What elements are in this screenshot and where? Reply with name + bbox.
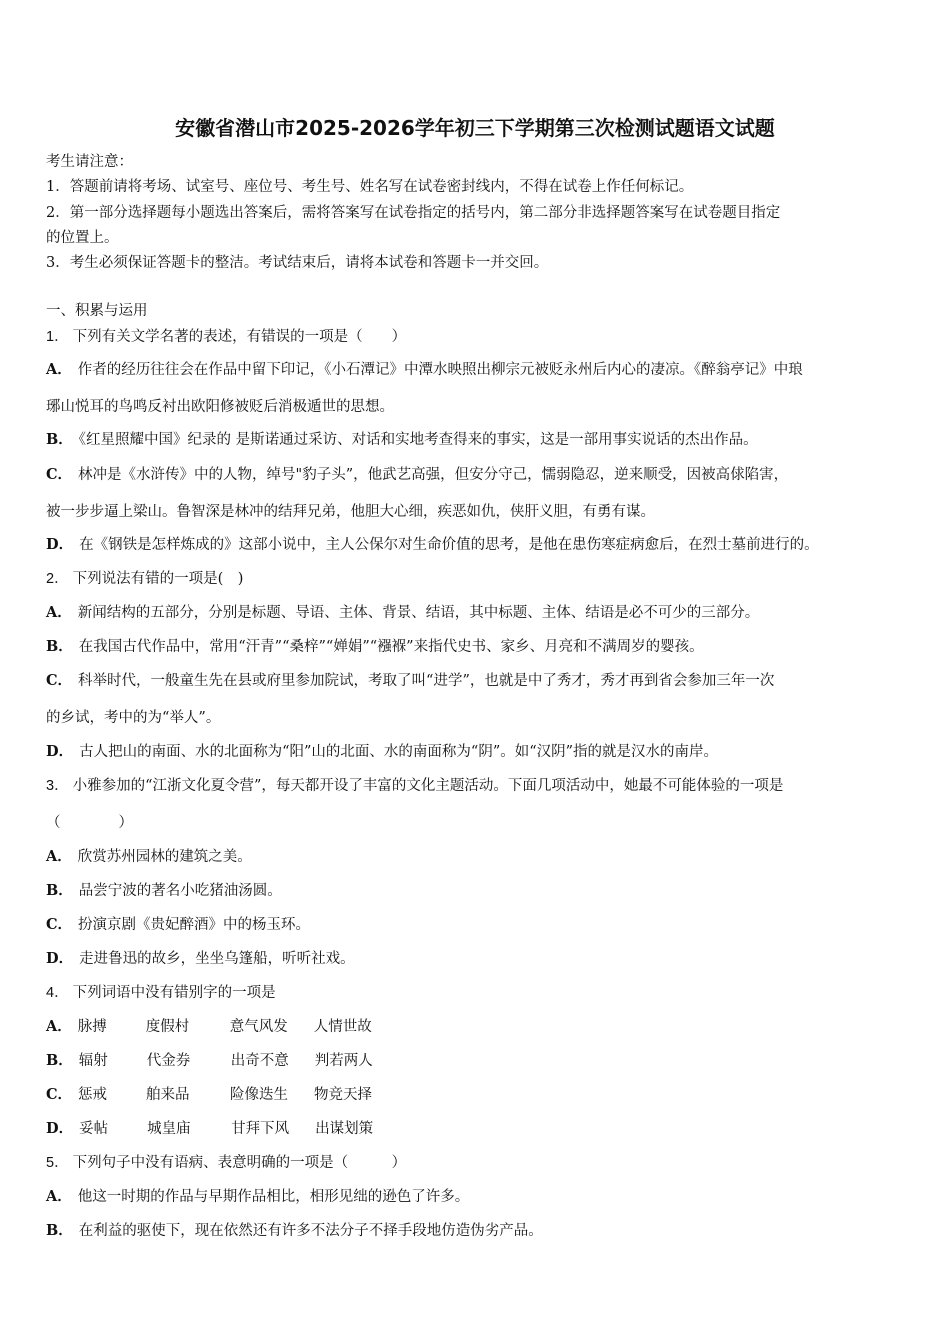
question-number: 2． — [46, 571, 69, 587]
option-letter: D． — [46, 536, 74, 553]
q3-option-d — [46, 949, 355, 969]
option-text: 在《钢铁是怎样炼成的》这部小说中，主人公保尔对生命价值的思考，是他在患伤寒症病愈后，在烈士墓前进行的。 — [79, 537, 819, 553]
option-text: 走进鲁迅的故乡，坐坐乌篷船，听听社戏。 — [79, 951, 355, 967]
word: 判若两人 — [314, 1053, 373, 1069]
word: 度假村 — [145, 1019, 190, 1035]
option-text: 在我国古代作品中，常用“汗青”“桑梓”“婵娟”“襁褓”来指代史书、家乡、月亮和不满周岁的婴孩。 — [78, 639, 704, 655]
notice-item-2-cont: 的位置上。 — [46, 230, 119, 246]
section-heading: 一、积累与运用 — [46, 303, 148, 319]
q1-option-c — [46, 465, 788, 485]
option-letter: A． — [46, 848, 72, 865]
question-5 — [46, 1153, 406, 1173]
option-text: 《红星照耀中国》纪录的 是斯诺通过采访、对话和实地考查得来的事实，这是一部用事实说话的杰出作品。 — [78, 432, 758, 448]
question-number: 3． — [46, 778, 69, 794]
word: 脉搏 — [77, 1019, 107, 1035]
option-letter: D． — [46, 743, 74, 760]
word: 物竞天择 — [314, 1087, 373, 1103]
option-letter: A． — [46, 604, 72, 621]
q1-option-b — [46, 430, 758, 450]
answer-paren: （ ） — [46, 815, 133, 831]
question-number: 1． — [46, 329, 69, 345]
word: 代金券 — [146, 1053, 191, 1069]
option-text: 扮演京剧《贵妃醉酒》中的杨玉环。 — [78, 917, 311, 933]
word: 人情世故 — [313, 1019, 372, 1035]
q1-option-d — [46, 535, 819, 555]
q2-option-c — [46, 671, 774, 691]
option-letter: A． — [46, 1018, 72, 1035]
word: 妥帖 — [79, 1121, 109, 1137]
q1-option-c-cont: 被一步步逼上梁山。鲁智深是林冲的结拜兄弟，他胆大心细，疾恶如仇，侠肝义胆，有勇有谋。 — [46, 504, 655, 520]
q2-option-d — [46, 742, 718, 762]
option-text: 古人把山的南面、水的北面称为“阳”山的北面、水的南面称为“阴”。如“汉阴”指的就是汉水的南岸。 — [79, 744, 719, 760]
q1-option-a — [46, 360, 803, 380]
question-2 — [46, 569, 243, 589]
option-letter: D． — [46, 950, 74, 967]
word: 城皇庙 — [147, 1121, 191, 1137]
option-text: 在利益的驱使下，现在依然还有许多不法分子不择手段地仿造伪劣产品。 — [78, 1223, 543, 1239]
q3-option-a — [46, 847, 252, 867]
notice-item-2: 2．第一部分选择题每小题选出答案后，需将答案写在试卷指定的括号内，第二部分非选择题答案写在试卷题目指定 — [46, 205, 781, 221]
q4-option-a — [46, 1017, 372, 1037]
question-4 — [46, 983, 276, 1003]
option-letter: C． — [46, 916, 73, 933]
option-letter: B． — [46, 1052, 73, 1069]
word: 出奇不意 — [230, 1053, 289, 1069]
option-letter: B． — [46, 882, 73, 899]
option-text: 林冲是《水浒传》中的人物，绰号"豹子头”，他武艺高强，但安分守己，懦弱隐忍，逆来顺受，因被高俅陷害， — [78, 467, 789, 483]
q4-option-c — [46, 1085, 372, 1105]
option-text: 科举时代，一般童生先在县或府里参加院试，考取了叫“进学”，也就是中了秀才，秀才再到省会参加三年一次 — [78, 673, 775, 689]
notice-header: 考生请注意： — [46, 154, 133, 170]
option-letter: B． — [46, 638, 73, 655]
option-text: 新闻结构的五部分，分别是标题、导语、主体、背景、结语，其中标题、主体、结语是必不可少的三部分。 — [77, 605, 760, 621]
notice-item-3: 3．考生必须保证答题卡的整洁。考试结束后，请将本试卷和答题卡一并交回。 — [46, 255, 549, 271]
word: 辐射 — [78, 1053, 108, 1069]
option-letter: B． — [46, 1222, 73, 1239]
option-text: 欣赏苏州园林的建筑之美。 — [77, 849, 252, 865]
q5-option-a — [46, 1187, 469, 1207]
option-text: 品尝宁波的著名小吃猪油汤圆。 — [78, 883, 282, 899]
option-text: 他这一时期的作品与早期作品相比，相形见绌的逊色了许多。 — [77, 1189, 470, 1205]
word: 险像迭生 — [230, 1087, 289, 1103]
word: 甘拜下风 — [231, 1121, 290, 1137]
option-letter: C． — [46, 1086, 73, 1103]
question-stem: 小雅参加的“江浙文化夏令营”，每天都开设了丰富的文化主题活动。下面几项活动中，她最不可能体验的一项是 — [72, 778, 784, 794]
q2-option-a — [46, 603, 759, 623]
page-title: 安徽省潜山市2025-2026学年初三下学期第三次检测试题语文试题 — [175, 116, 775, 140]
option-letter: A． — [46, 361, 72, 378]
word: 意气风发 — [229, 1019, 288, 1035]
word: 舶来品 — [146, 1087, 190, 1103]
question-number: 5． — [46, 1155, 69, 1171]
q5-option-b — [46, 1221, 543, 1241]
question-stem: 下列有关文学名著的表述，有错误的一项是（ ） — [72, 329, 407, 345]
option-letter: D． — [46, 1120, 74, 1137]
q3-option-c — [46, 915, 310, 935]
q4-option-b — [46, 1051, 373, 1071]
question-stem: 下列句子中没有语病、表意明确的一项是（ ） — [72, 1155, 407, 1171]
option-letter: B． — [46, 431, 73, 448]
q4-option-d — [46, 1119, 373, 1139]
q2-option-c-cont: 的乡试，考中的为“举人”。 — [46, 710, 221, 726]
q1-option-a-cont: 琊山悦耳的鸟鸣反衬出欧阳修被贬后消极遁世的思想。 — [46, 399, 394, 415]
option-letter: C． — [46, 466, 73, 483]
question-number: 4． — [46, 985, 69, 1001]
question-stem: 下列词语中没有错别字的一项是 — [72, 985, 276, 1001]
question-3 — [46, 776, 783, 796]
question-1 — [46, 327, 406, 347]
word: 惩戒 — [78, 1087, 108, 1103]
option-letter: A． — [46, 1188, 72, 1205]
notice-item-1: 1．答题前请将考场、试室号、座位号、考生号、姓名写在试卷密封线内，不得在试卷上作任何标记。 — [46, 179, 694, 195]
question-stem: 下列说法有错的一项是( ) — [72, 571, 244, 587]
option-letter: C． — [46, 672, 73, 689]
option-text: 作者的经历往往会在作品中留下印记，《小石潭记》中潭水映照出柳宗元被贬永州后内心的凄凉。《醉翁亭记》中琅 — [77, 362, 803, 378]
word: 出谋划策 — [315, 1121, 374, 1137]
q2-option-b — [46, 637, 704, 657]
q3-option-b — [46, 881, 282, 901]
